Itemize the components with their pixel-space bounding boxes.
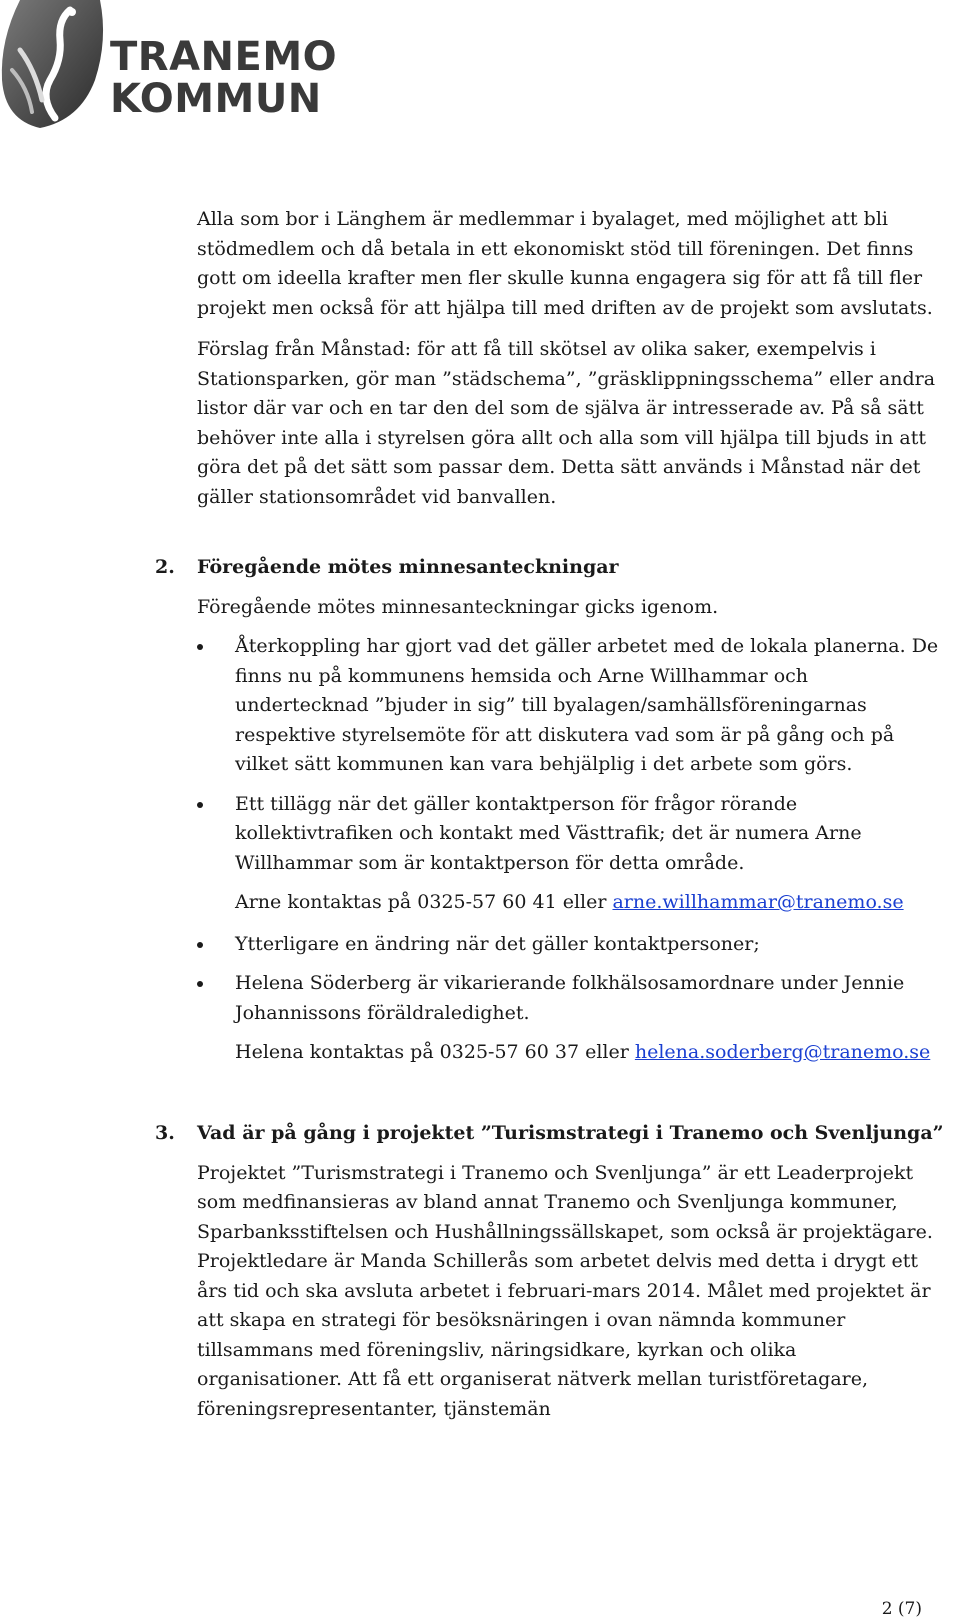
bullet-icon — [197, 802, 203, 808]
list-item — [197, 969, 945, 1028]
intro-paragraph-2: Förslag från Månstad: för att få till skötsel av olika saker, exempelvis i Stationsparken, gör man ”städschema”, ”gräsklippningsschema” eller andra listor där var och en tar den del som de själva är intresserade av. På så sätt behöver inte alla i styrelsen göra allt och alla som vill hjälpa till bjuds in att göra det på det sätt som passar dem. Detta sätt används i Månstad när det gäller stationsområdet vid banvallen. — [197, 338, 936, 508]
list-item — [197, 632, 945, 780]
list-item-text: Återkoppling har gjort vad det gäller arbetet med de lokala planerna. De finns nu på kommunens hemsida och Arne Willhammar och undertecknad ”bjuder in sig” till byalagen/samhällsföreningarnas respektive styrelsemöte för att diskutera vad som är på gång och på vilket sätt kommunen kan vara behjälplig i det arbete som görs. — [235, 635, 939, 775]
section-2-lead: Föregående mötes minnesanteckningar gicks igenom. — [197, 595, 719, 618]
contact-line-arne — [197, 888, 945, 918]
section-number: 3. — [155, 1122, 175, 1144]
contact-text: Arne kontaktas på 0325-57 60 41 eller — [235, 891, 613, 913]
tranemo-kommun-logo — [0, 0, 338, 135]
logo-line-2: KOMMUN — [110, 76, 322, 122]
bullet-icon — [197, 644, 203, 650]
logo-line-1: TRANEMO — [110, 34, 338, 80]
section-3-heading — [155, 1119, 945, 1149]
email-link-arne[interactable]: arne.willhammar@tranemo.se — [612, 891, 904, 913]
list-item-text: Helena Söderberg är vikarierande folkhälsosamordnare under Jennie Johannissons föräldraledighet. — [235, 972, 905, 1024]
email-link-helena[interactable]: helena.soderberg@tranemo.se — [634, 1041, 931, 1063]
list-item — [197, 790, 945, 879]
list-item — [197, 930, 945, 960]
section-2-bullet-list — [197, 632, 945, 878]
contact-line-helena — [197, 1038, 945, 1068]
section-3 — [155, 1119, 945, 1424]
page-number: 2 (7) — [881, 1599, 922, 1619]
section-2 — [155, 553, 945, 1080]
intro-paragraph-1: Alla som bor i Länghem är medlemmar i byalaget, med möjlighet att bli stödmedlem och då betala in ett ekonomiskt stöd till föreningen. Det finns gott om ideella krafter men fler skulle kunna engagera sig för att få till fler projekt men också för att hjälpa till med driften av de projekt som avslutats. — [197, 208, 933, 319]
contact-text: Helena kontaktas på 0325-57 60 37 eller — [235, 1041, 635, 1063]
list-item-text: Ytterligare en ändring när det gäller kontaktpersoner; — [235, 932, 760, 955]
section-title: Föregående mötes minnesanteckningar — [197, 556, 619, 578]
bullet-icon — [197, 981, 203, 987]
bullet-icon — [197, 942, 203, 948]
list-item-text: Ett tillägg när det gäller kontaktperson för frågor rörande kollektivtrafiken och kontakt med Västtrafik; det är numera Arne Willhammar som är kontaktperson för detta område. — [235, 792, 862, 874]
logo-wordmark — [110, 36, 337, 120]
intro-text — [197, 205, 942, 512]
section-2-bullet-list-2 — [197, 930, 945, 1029]
section-title: Vad är på gång i projektet ”Turismstrategi i Tranemo och Svenljunga” — [197, 1122, 944, 1144]
section-3-body: Projektet ”Turismstrategi i Tranemo och Svenljunga” är ett Leaderprojekt som medfinansieras av bland annat Tranemo och Svenljunga kommuner, Sparbanksstiftelsen och Hushållningssällskapet, som också är projektägare. Projektledare är Manda Schillerås som arbetet delvis med detta i drygt ett års tid och ska avsluta arbetet i februari-mars 2014. Målet med projektet är att skapa en strategi för besöksnäringen i ovan nämnda kommuner tillsammans med föreningsliv, näringsidkare, kyrkan och olika organisationer. Att få ett organiserat nätverk mellan turistföretagare, föreningsrepresentanter, tjänstemän — [197, 1161, 933, 1420]
section-number: 2. — [155, 556, 175, 578]
crane-emblem-icon — [0, 0, 108, 130]
section-2-heading — [155, 553, 945, 583]
